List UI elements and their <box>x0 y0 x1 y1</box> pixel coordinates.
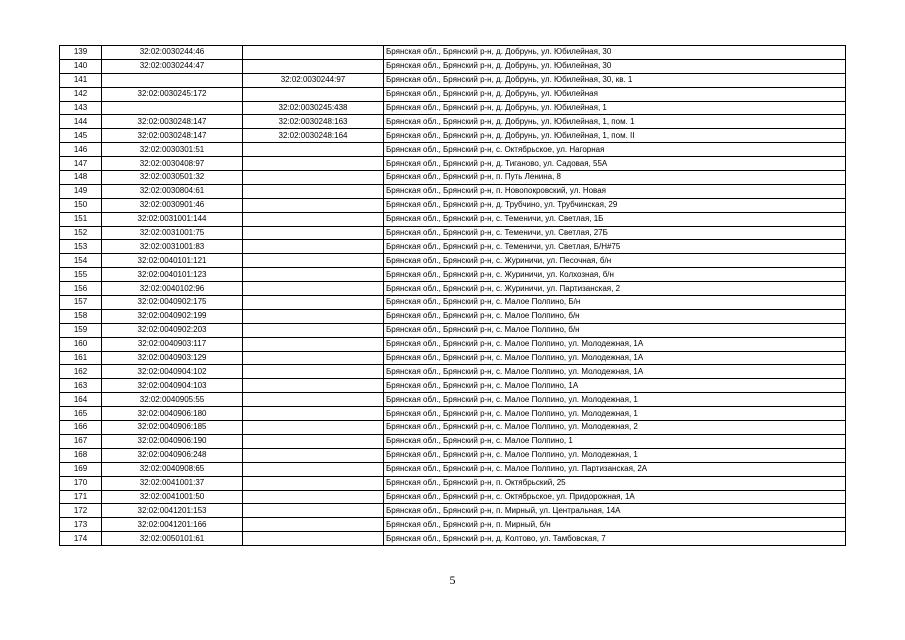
cadastral-number-cell: 32:02:0030245:172 <box>102 87 243 101</box>
cadastral-number-cell: 32:02:0040101:121 <box>102 254 243 268</box>
row-number-cell: 155 <box>60 268 102 282</box>
row-number-cell: 147 <box>60 157 102 171</box>
table-row <box>60 365 846 379</box>
table-row <box>60 198 846 212</box>
table-row <box>60 240 846 254</box>
address-cell: Брянская обл., Брянский р-н, с. Малое Полпино, б/н <box>384 323 846 337</box>
address-cell: Брянская обл., Брянский р-н, д. Добрунь, ул. Юбилейная, 30 <box>384 46 846 60</box>
address-cell: Брянская обл., Брянский р-н, п. Октябрьский, 25 <box>384 476 846 490</box>
table-row <box>60 351 846 365</box>
cadastral-number-cell: 32:02:0030408:97 <box>102 157 243 171</box>
related-cadastral-number-cell <box>243 351 384 365</box>
address-cell: Брянская обл., Брянский р-н, с. Малое Полпино, 1 <box>384 434 846 448</box>
cadastral-number-cell: 32:02:0041201:166 <box>102 518 243 532</box>
address-cell: Брянская обл., Брянский р-н, с. Малое Полпино, ул. Молодежная, 1А <box>384 365 846 379</box>
cadastral-number-cell: 32:02:0040905:55 <box>102 393 243 407</box>
cadastral-number-cell: 32:02:0041001:37 <box>102 476 243 490</box>
cadastral-number-cell: 32:02:0040101:123 <box>102 268 243 282</box>
table-row <box>60 282 846 296</box>
related-cadastral-number-cell <box>243 184 384 198</box>
related-cadastral-number-cell <box>243 379 384 393</box>
row-number-cell: 156 <box>60 282 102 296</box>
table-row <box>60 171 846 185</box>
table-row <box>60 462 846 476</box>
table-row <box>60 226 846 240</box>
address-cell: Брянская обл., Брянский р-н, с. Журиничи, ул. Партизанская, 2 <box>384 282 846 296</box>
address-cell: Брянская обл., Брянский р-н, д. Добрунь, ул. Юбилейная, 1 <box>384 101 846 115</box>
table-row <box>60 421 846 435</box>
address-cell: Брянская обл., Брянский р-н, с. Теменичи, ул. Светлая, Б/Н#75 <box>384 240 846 254</box>
cadastral-number-cell: 32:02:0040903:117 <box>102 337 243 351</box>
cadastral-number-cell: 32:02:0040902:199 <box>102 309 243 323</box>
row-number-cell: 164 <box>60 393 102 407</box>
address-cell: Брянская обл., Брянский р-н, с. Журиничи, ул. Колхозная, б/н <box>384 268 846 282</box>
property-register-table <box>59 45 846 546</box>
address-cell: Брянская обл., Брянский р-н, с. Малое Полпино, ул. Молодежная, 1А <box>384 351 846 365</box>
related-cadastral-number-cell <box>243 337 384 351</box>
related-cadastral-number-cell <box>243 171 384 185</box>
address-cell: Брянская обл., Брянский р-н, д. Тиганово, ул. Садовая, 55А <box>384 157 846 171</box>
related-cadastral-number-cell <box>243 365 384 379</box>
row-number-cell: 148 <box>60 171 102 185</box>
cadastral-number-cell: 32:02:0040906:190 <box>102 434 243 448</box>
address-cell: Брянская обл., Брянский р-н, п. Мирный, ул. Центральная, 14А <box>384 504 846 518</box>
row-number-cell: 157 <box>60 296 102 310</box>
cadastral-number-cell: 32:02:0040902:203 <box>102 323 243 337</box>
address-cell: Брянская обл., Брянский р-н, с. Малое Полпино, ул. Молодежная, 2 <box>384 421 846 435</box>
table-row <box>60 407 846 421</box>
address-cell: Брянская обл., Брянский р-н, д. Добрунь, ул. Юбилейная, 30 <box>384 59 846 73</box>
row-number-cell: 174 <box>60 532 102 546</box>
address-cell: Брянская обл., Брянский р-н, с. Малое Полпино, ул. Молодежная, 1 <box>384 393 846 407</box>
cadastral-number-cell: 32:02:0030244:46 <box>102 46 243 60</box>
table-row <box>60 337 846 351</box>
cadastral-number-cell: 32:02:0041001:50 <box>102 490 243 504</box>
address-cell: Брянская обл., Брянский р-н, с. Малое Полпино, ул. Молодежная, 1А <box>384 337 846 351</box>
related-cadastral-number-cell <box>243 46 384 60</box>
table-row <box>60 490 846 504</box>
related-cadastral-number-cell <box>243 309 384 323</box>
table-row <box>60 129 846 143</box>
cadastral-number-cell: 32:02:0040906:185 <box>102 421 243 435</box>
table-row <box>60 254 846 268</box>
address-cell: Брянская обл., Брянский р-н, с. Октябрьское, ул. Придорожная, 1А <box>384 490 846 504</box>
table-row <box>60 59 846 73</box>
related-cadastral-number-cell <box>243 462 384 476</box>
related-cadastral-number-cell <box>243 282 384 296</box>
row-number-cell: 166 <box>60 421 102 435</box>
table-row <box>60 157 846 171</box>
table-row <box>60 532 846 546</box>
table-row <box>60 212 846 226</box>
cadastral-number-cell: 32:02:0040906:248 <box>102 448 243 462</box>
related-cadastral-number-cell <box>243 254 384 268</box>
cadastral-number-cell: 32:02:0040902:175 <box>102 296 243 310</box>
related-cadastral-number-cell <box>243 421 384 435</box>
document-page <box>59 45 846 546</box>
address-cell: Брянская обл., Брянский р-н, п. Новопокровский, ул. Новая <box>384 184 846 198</box>
row-number-cell: 154 <box>60 254 102 268</box>
row-number-cell: 158 <box>60 309 102 323</box>
address-cell: Брянская обл., Брянский р-н, д. Колтово, ул. Тамбовская, 7 <box>384 532 846 546</box>
table-row <box>60 143 846 157</box>
table-row <box>60 101 846 115</box>
address-cell: Брянская обл., Брянский р-н, п. Мирный, б/н <box>384 518 846 532</box>
table-row <box>60 87 846 101</box>
table-row <box>60 73 846 87</box>
table-row <box>60 434 846 448</box>
row-number-cell: 162 <box>60 365 102 379</box>
cadastral-number-cell: 32:02:0040102:96 <box>102 282 243 296</box>
cadastral-number-cell: 32:02:0031001:144 <box>102 212 243 226</box>
cadastral-number-cell: 32:02:0031001:75 <box>102 226 243 240</box>
related-cadastral-number-cell <box>243 59 384 73</box>
table-row <box>60 393 846 407</box>
row-number-cell: 139 <box>60 46 102 60</box>
row-number-cell: 163 <box>60 379 102 393</box>
related-cadastral-number-cell <box>243 518 384 532</box>
related-cadastral-number-cell <box>243 143 384 157</box>
address-cell: Брянская обл., Брянский р-н, с. Малое Полпино, Б/н <box>384 296 846 310</box>
related-cadastral-number-cell <box>243 268 384 282</box>
related-cadastral-number-cell <box>243 407 384 421</box>
row-number-cell: 150 <box>60 198 102 212</box>
address-cell: Брянская обл., Брянский р-н, с. Малое Полпино, ул. Молодежная, 1 <box>384 407 846 421</box>
row-number-cell: 146 <box>60 143 102 157</box>
address-cell: Брянская обл., Брянский р-н, с. Теменичи, ул. Светлая, 1Б <box>384 212 846 226</box>
cadastral-number-cell: 32:02:0030248:147 <box>102 129 243 143</box>
cadastral-number-cell: 32:02:0030244:47 <box>102 59 243 73</box>
row-number-cell: 140 <box>60 59 102 73</box>
address-cell: Брянская обл., Брянский р-н, с. Октябрьское, ул. Нагорная <box>384 143 846 157</box>
related-cadastral-number-cell <box>243 393 384 407</box>
row-number-cell: 144 <box>60 115 102 129</box>
row-number-cell: 143 <box>60 101 102 115</box>
address-cell: Брянская обл., Брянский р-н, д. Добрунь, ул. Юбилейная, 1, пом. 1 <box>384 115 846 129</box>
related-cadastral-number-cell <box>243 198 384 212</box>
related-cadastral-number-cell: 32:02:0030248:163 <box>243 115 384 129</box>
cadastral-number-cell: 32:02:0041201:153 <box>102 504 243 518</box>
row-number-cell: 159 <box>60 323 102 337</box>
row-number-cell: 165 <box>60 407 102 421</box>
related-cadastral-number-cell <box>243 212 384 226</box>
row-number-cell: 169 <box>60 462 102 476</box>
related-cadastral-number-cell: 32:02:0030244:97 <box>243 73 384 87</box>
related-cadastral-number-cell <box>243 532 384 546</box>
related-cadastral-number-cell <box>243 157 384 171</box>
row-number-cell: 151 <box>60 212 102 226</box>
table-body <box>60 46 846 546</box>
related-cadastral-number-cell <box>243 476 384 490</box>
cadastral-number-cell <box>102 101 243 115</box>
table-row <box>60 518 846 532</box>
table-row <box>60 379 846 393</box>
table-row <box>60 504 846 518</box>
address-cell: Брянская обл., Брянский р-н, с. Малое Полпино, ул. Партизанская, 2А <box>384 462 846 476</box>
row-number-cell: 142 <box>60 87 102 101</box>
cadastral-number-cell: 32:02:0030301:51 <box>102 143 243 157</box>
row-number-cell: 172 <box>60 504 102 518</box>
related-cadastral-number-cell <box>243 504 384 518</box>
page-number: 5 <box>449 573 456 587</box>
cadastral-number-cell: 32:02:0030901:46 <box>102 198 243 212</box>
cadastral-number-cell: 32:02:0031001:83 <box>102 240 243 254</box>
table-row <box>60 115 846 129</box>
row-number-cell: 145 <box>60 129 102 143</box>
related-cadastral-number-cell <box>243 434 384 448</box>
related-cadastral-number-cell <box>243 323 384 337</box>
address-cell: Брянская обл., Брянский р-н, с. Теменичи, ул. Светлая, 27Б <box>384 226 846 240</box>
table-row <box>60 268 846 282</box>
row-number-cell: 160 <box>60 337 102 351</box>
table-row <box>60 476 846 490</box>
cadastral-number-cell <box>102 73 243 87</box>
row-number-cell: 173 <box>60 518 102 532</box>
related-cadastral-number-cell: 32:02:0030245:438 <box>243 101 384 115</box>
row-number-cell: 161 <box>60 351 102 365</box>
address-cell: Брянская обл., Брянский р-н, д. Добрунь, ул. Юбилейная, 1, пом. II <box>384 129 846 143</box>
row-number-cell: 149 <box>60 184 102 198</box>
row-number-cell: 171 <box>60 490 102 504</box>
table-row <box>60 296 846 310</box>
table-row <box>60 46 846 60</box>
address-cell: Брянская обл., Брянский р-н, д. Добрунь, ул. Юбилейная <box>384 87 846 101</box>
row-number-cell: 141 <box>60 73 102 87</box>
row-number-cell: 153 <box>60 240 102 254</box>
related-cadastral-number-cell: 32:02:0030248:164 <box>243 129 384 143</box>
address-cell: Брянская обл., Брянский р-н, с. Журиничи, ул. Песочная, б/н <box>384 254 846 268</box>
address-cell: Брянская обл., Брянский р-н, с. Малое Полпино, 1А <box>384 379 846 393</box>
cadastral-number-cell: 32:02:0040903:129 <box>102 351 243 365</box>
address-cell: Брянская обл., Брянский р-н, п. Путь Ленина, 8 <box>384 171 846 185</box>
related-cadastral-number-cell <box>243 490 384 504</box>
related-cadastral-number-cell <box>243 448 384 462</box>
cadastral-number-cell: 32:02:0040904:103 <box>102 379 243 393</box>
related-cadastral-number-cell <box>243 240 384 254</box>
row-number-cell: 152 <box>60 226 102 240</box>
table-row <box>60 448 846 462</box>
table-row <box>60 323 846 337</box>
address-cell: Брянская обл., Брянский р-н, с. Малое Полпино, ул. Молодежная, 1 <box>384 448 846 462</box>
cadastral-number-cell: 32:02:0030248:147 <box>102 115 243 129</box>
row-number-cell: 168 <box>60 448 102 462</box>
cadastral-number-cell: 32:02:0040908:65 <box>102 462 243 476</box>
related-cadastral-number-cell <box>243 87 384 101</box>
address-cell: Брянская обл., Брянский р-н, д. Добрунь, ул. Юбилейная, 30, кв. 1 <box>384 73 846 87</box>
cadastral-number-cell: 32:02:0050101:61 <box>102 532 243 546</box>
related-cadastral-number-cell <box>243 296 384 310</box>
cadastral-number-cell: 32:02:0040904:102 <box>102 365 243 379</box>
address-cell: Брянская обл., Брянский р-н, с. Малое Полпино, б/н <box>384 309 846 323</box>
cadastral-number-cell: 32:02:0030501:32 <box>102 171 243 185</box>
table-row <box>60 309 846 323</box>
row-number-cell: 170 <box>60 476 102 490</box>
related-cadastral-number-cell <box>243 226 384 240</box>
cadastral-number-cell: 32:02:0030804:61 <box>102 184 243 198</box>
table-row <box>60 184 846 198</box>
row-number-cell: 167 <box>60 434 102 448</box>
cadastral-number-cell: 32:02:0040906:180 <box>102 407 243 421</box>
address-cell: Брянская обл., Брянский р-н, д. Трубчино, ул. Трубчинская, 29 <box>384 198 846 212</box>
